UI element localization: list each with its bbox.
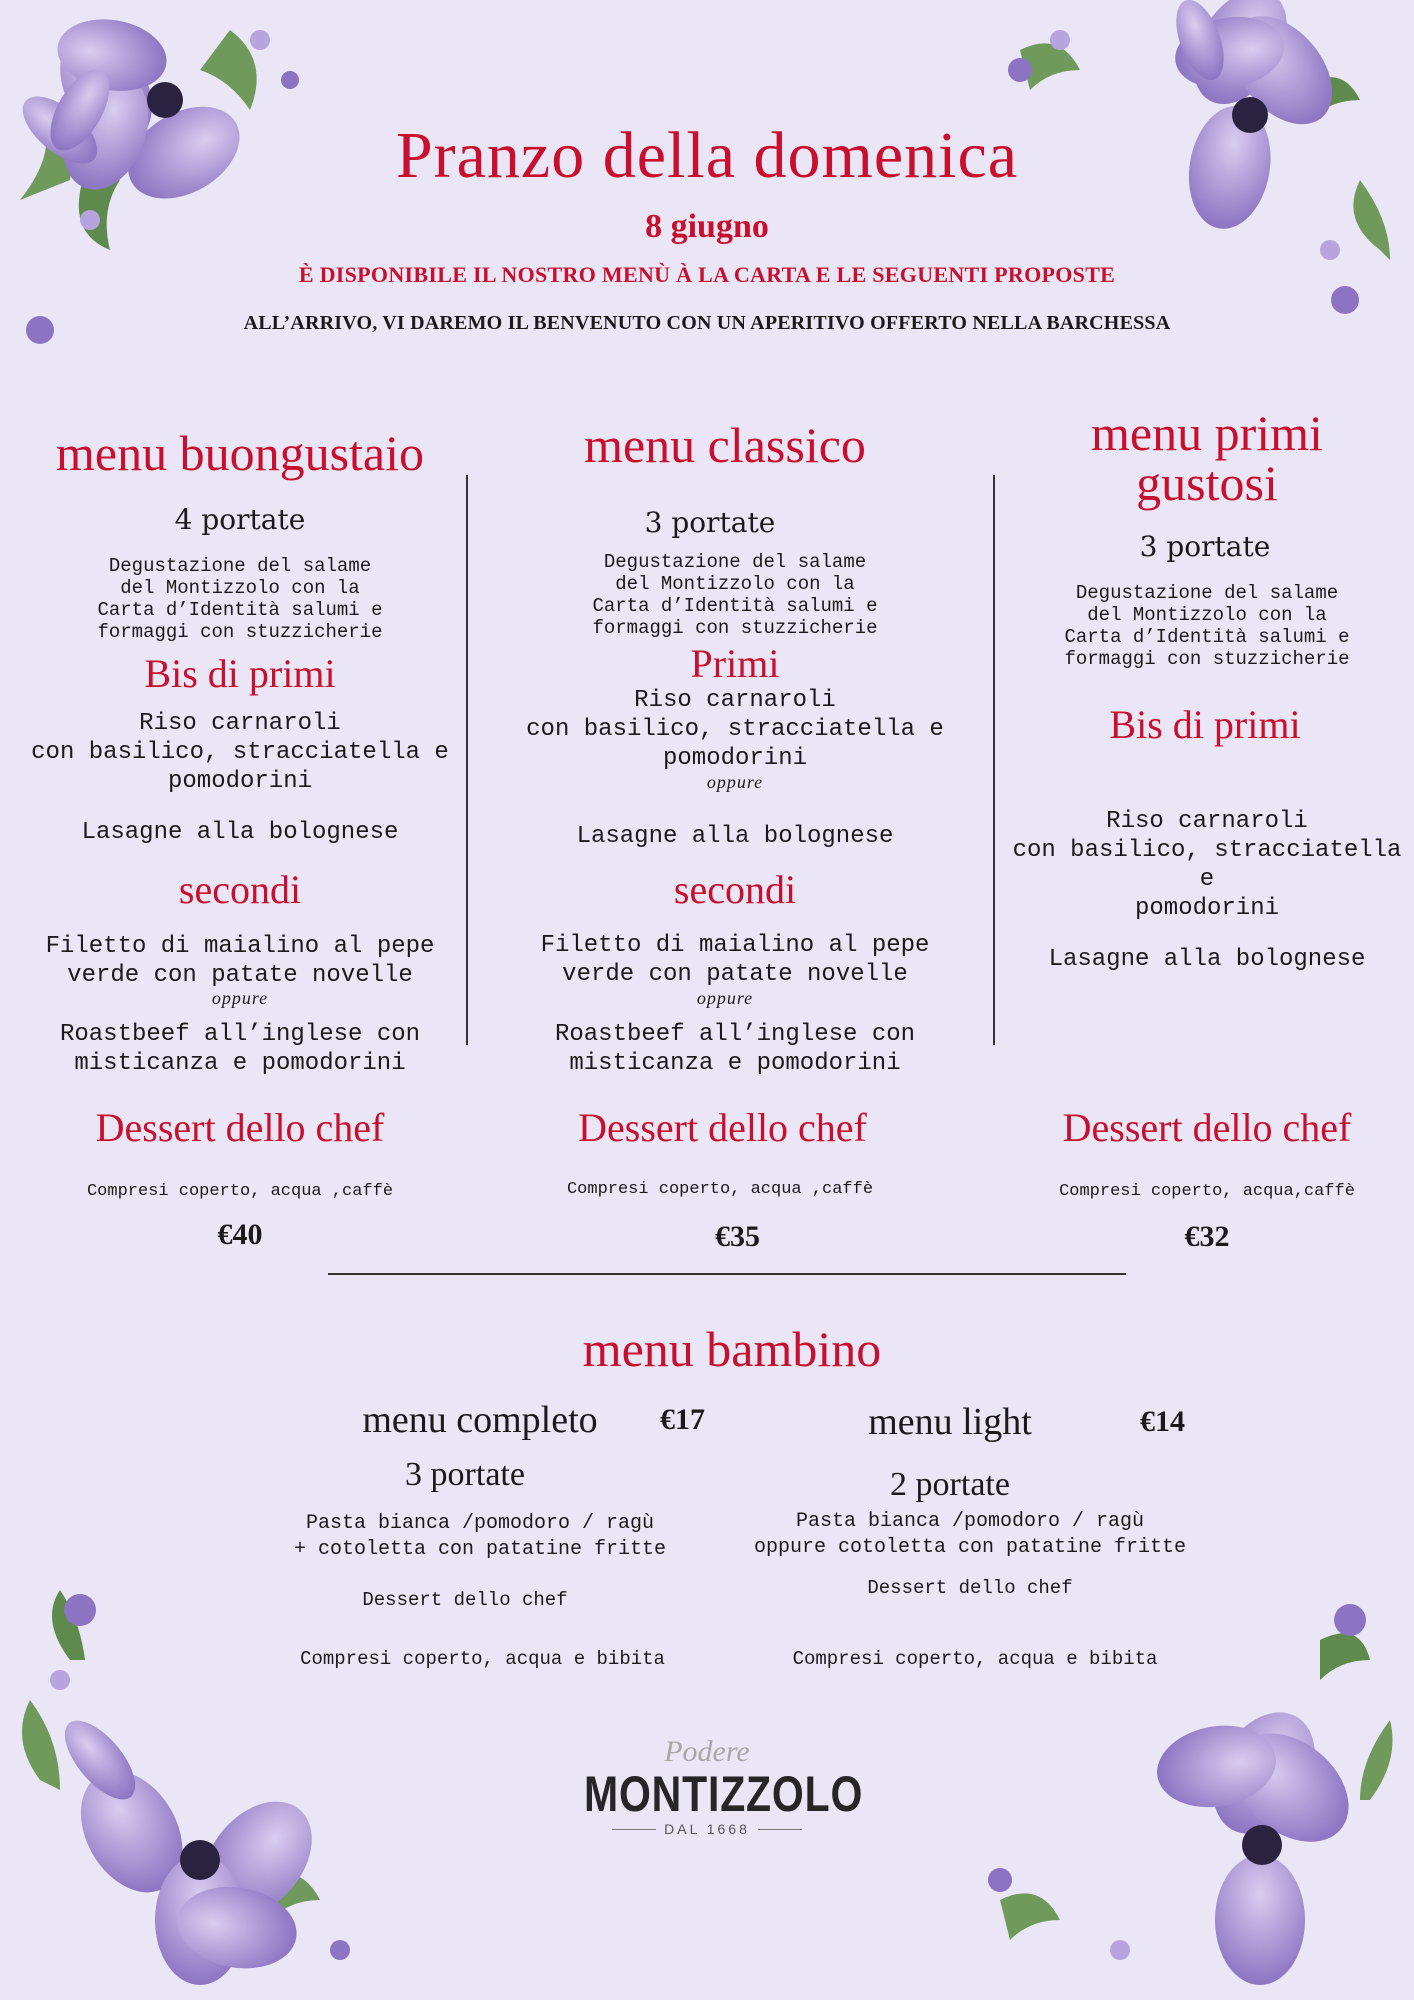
section-secondi: secondi [673,867,797,912]
menu-portate: 3 portate [1139,530,1271,563]
section-divider [328,1273,1126,1275]
event-date: 8 giugno [645,208,769,245]
dessert: Dessert dello chef [578,1105,867,1150]
secondo-1: Filetto di maialino al pepe verde con patate novelle [540,932,930,988]
kids-completo-included: Compresi coperto, acqua e bibita [300,1648,665,1670]
secondo-1: Filetto di maialino al pepe verde con patate novelle [45,933,435,989]
kids-light-portate: 2 portate [890,1466,1010,1503]
subtitle: È DISPONIBILE IL NOSTRO MENÙ À LA CARTA E LE SEGUENTI PROPOSTE [298,262,1116,287]
included: Compresi coperto, acqua ,caffè [86,1182,394,1201]
section-primi: Bis di primi [1109,702,1301,747]
logo-name: MONTIZZOLO [584,1766,864,1822]
primo-2: Lasagne alla bolognese [576,823,894,850]
kids-light-dessert: Dessert dello chef [867,1577,1073,1599]
oppure-label: oppure [706,772,764,792]
included: Compresi coperto, acqua ,caffè [566,1180,874,1199]
dessert: Dessert dello chef [95,1105,385,1150]
primo-2: Lasagne alla bolognese [81,819,399,846]
primo-1: Riso carnaroli con basilico, stracciatella e pomodorini [31,710,449,795]
menu-title: menu buongustaio [55,425,425,481]
menu-portate: 4 portate [174,503,306,536]
kids-completo-portate: 3 portate [405,1456,525,1493]
included: Compresi coperto, acqua,caffè [1059,1182,1355,1201]
dessert: Dessert dello chef [1062,1105,1352,1150]
menu-title: menu primi gustosi [1091,405,1323,511]
kids-completo-dessert: Dessert dello chef [362,1589,568,1611]
antipasto: Degustazione del salame del Montizzolo con la Carta d’Identità salumi e formaggi con stuzzicherie [592,551,878,639]
kids-light-price: €14 [1140,1405,1185,1438]
kids-light-dish: Pasta bianca /pomodoro / ragù oppure cotoletta con patatine fritte [753,1510,1187,1559]
brand-logo [557,1735,864,1837]
secondo-2: Roastbeef all’inglese con misticanza e pomodorini [554,1021,916,1077]
section-secondi: secondi [178,867,302,912]
welcome-note: ALL’ARRIVO, VI DAREMO IL BENVENUTO CON UN APERITIVO OFFERTO NELLA BARCHESSA [243,312,1171,334]
section-primi: Primi [690,641,780,686]
kids-completo-dish: Pasta bianca /pomodoro / ragù + cotoletta con patatine fritte [293,1512,667,1561]
kids-menu-title: menu bambino [582,1321,882,1377]
kids-completo-price: €17 [660,1403,705,1436]
page-title: Pranzo della domenica [395,119,1019,192]
oppure-label: oppure [211,988,269,1008]
primo-2: Lasagne alla bolognese [1048,946,1366,973]
section-primi: Bis di primi [144,651,336,696]
kids-light-included: Compresi coperto, acqua e bibita [792,1648,1158,1670]
secondo-2: Roastbeef all’inglese con misticanza e pomodorini [59,1021,421,1077]
kids-light-title: menu light [868,1401,1032,1443]
antipasto: Degustazione del salame del Montizzolo con la Carta d’Identità salumi e formaggi con stuzzicherie [97,555,383,643]
logo-since: DAL 1668 [664,1821,750,1837]
price: €32 [1184,1220,1230,1253]
primo-1: Riso carnaroli con basilico, stracciatella e pomodorini [1012,808,1402,922]
price: €35 [715,1220,760,1253]
price: €40 [217,1218,263,1251]
oppure-label: oppure [696,988,754,1008]
antipasto: Degustazione del salame del Montizzolo con la Carta d’Identità salumi e formaggi con stuzzicherie [1064,582,1350,670]
primo-1: Riso carnaroli con basilico, stracciatella e pomodorini [526,687,944,772]
menu-title: menu classico [584,417,866,473]
menu-portate: 3 portate [644,506,776,539]
kids-completo-title: menu completo [362,1399,598,1441]
column-divider-right [993,475,995,1045]
logo-script: Podere [664,1735,750,1768]
